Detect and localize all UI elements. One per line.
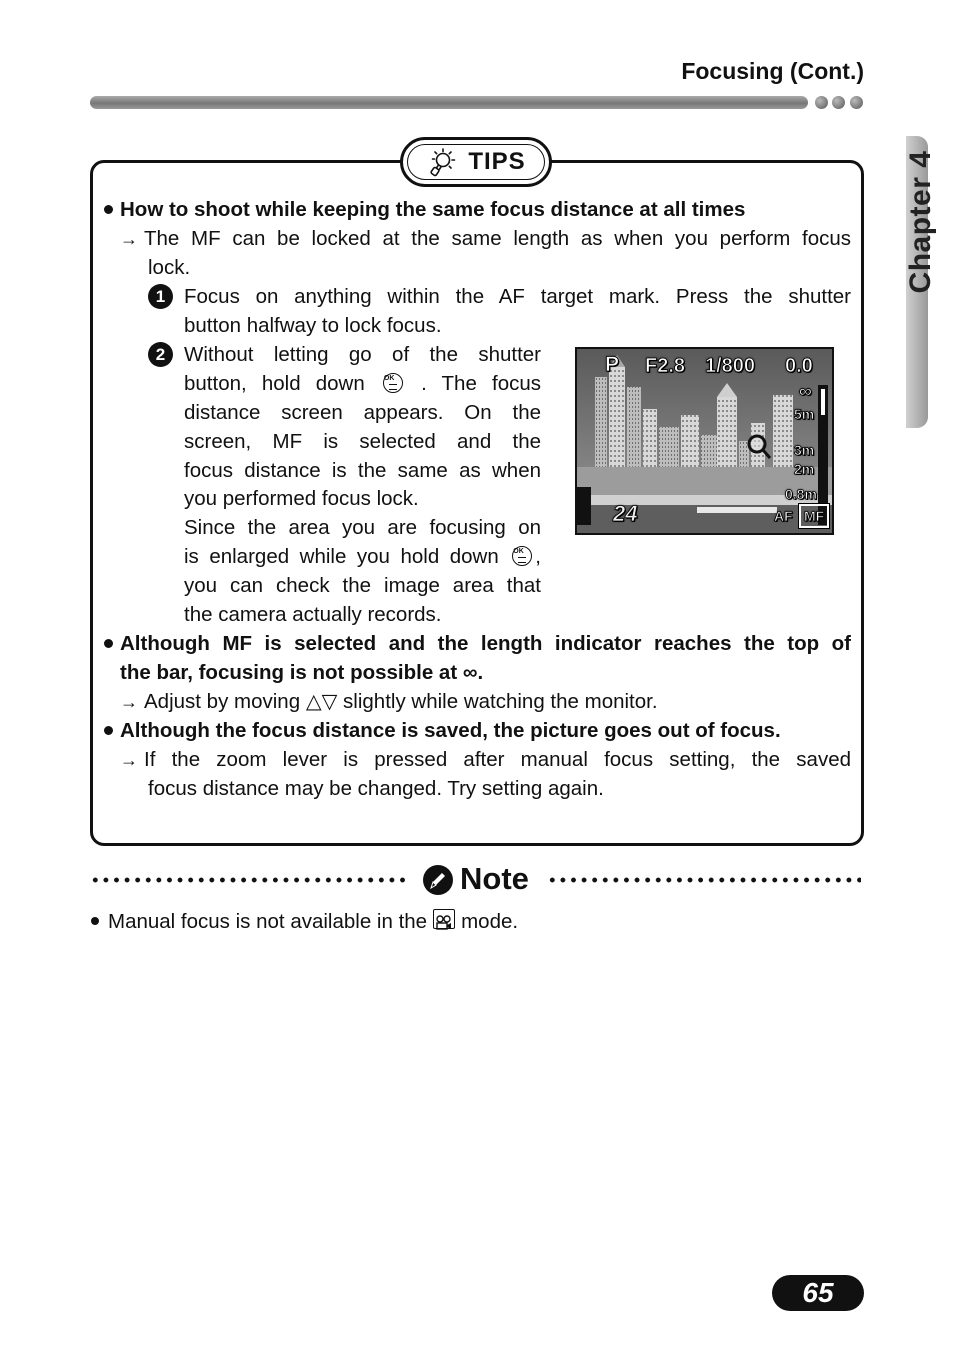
aperture-value: F2.8 — [645, 355, 686, 377]
focus-scale-5m: 5m — [794, 406, 815, 422]
step2-line6: you performed focus lock. — [184, 487, 419, 510]
lightbulb-icon — [426, 146, 458, 178]
step2-line10: the camera actually records. — [184, 603, 442, 626]
exposure-compensation: 0.0 — [785, 355, 813, 377]
focus-scale-infinity: ∞ — [799, 381, 812, 401]
note-title: Note — [460, 861, 529, 896]
pencil-icon — [422, 864, 454, 896]
shutter-speed: 1/800 — [705, 355, 756, 377]
step2-line5: focus distance is the same as when — [184, 459, 541, 482]
mode-indicator: P — [605, 353, 620, 376]
tip1-arrow-line2: lock. — [148, 256, 191, 279]
af-label: AF — [774, 508, 793, 524]
step2-line7: Since the area you are focusing on — [184, 516, 541, 539]
arrow-right-icon: → — [120, 692, 138, 712]
step1-line2: button halfway to lock focus. — [184, 314, 442, 337]
note-text: Manual focus is not available in the mode. — [108, 910, 519, 933]
ok-button-icon — [383, 373, 403, 393]
arrow-right-icon: → — [120, 229, 138, 249]
up-down-arrows-icon: △▽ — [305, 690, 338, 713]
step2-number-icon: 2 — [148, 342, 173, 367]
tip2-heading-line2: the bar, focusing is not possible at ∞. — [120, 661, 484, 684]
focus-scale-3m: 3m — [794, 442, 815, 458]
step2-line9: you can check the image area that — [184, 574, 541, 597]
frames-remaining: 24 — [613, 501, 638, 526]
focus-scale-2m: 2m — [794, 461, 815, 477]
section-title: Focusing (Cont.) — [681, 58, 864, 84]
header-rule — [90, 96, 808, 109]
arrow-right-icon: → — [120, 750, 138, 770]
bullet-icon — [104, 205, 113, 214]
step2-line1: Without letting go of the shutter — [184, 343, 541, 366]
step2-line4: screen, MF is selected and the — [184, 430, 541, 453]
header-dot — [850, 96, 863, 109]
tip3-arrow-line1: → If the zoom lever is pressed after manual focus setting, the saved — [120, 745, 851, 775]
chapter-label: Chapter 4 — [904, 150, 937, 294]
movie-mode-icon — [433, 909, 455, 929]
note-dotted-rule-left — [90, 876, 408, 884]
tip1-arrow-line1: → The MF can be locked at the same length as when you perform focus — [120, 224, 851, 254]
step2-line3: distance screen appears. On the — [184, 401, 541, 424]
tip2-arrow-line1: → Adjust by moving △▽ slightly while watching the monitor. — [120, 687, 658, 717]
mf-label: MF — [799, 504, 829, 528]
tip2-heading-line1: Although MF is selected and the length indicator reaches the top of — [120, 632, 851, 655]
tip1-heading: How to shoot while keeping the same focus distance at all times — [120, 198, 746, 221]
header-dot — [832, 96, 845, 109]
step2-line8: is enlarged while you hold down OK , — [184, 542, 541, 571]
step1-number-icon: 1 — [148, 284, 173, 309]
bullet-icon — [91, 917, 99, 925]
note-dotted-rule-right — [547, 876, 861, 884]
tip3-arrow-line2: focus distance may be changed. Try setting again. — [148, 777, 604, 800]
focus-scale-0-8m: 0.8m — [785, 486, 817, 502]
camera-monitor-image — [575, 347, 834, 535]
step1-line1: Focus on anything within the AF target mark. Press the shutter — [184, 285, 851, 308]
header-dot — [815, 96, 828, 109]
step2-line2: button, hold down OK . The focus — [184, 369, 541, 398]
bullet-icon — [104, 639, 113, 648]
page-number: 65 — [772, 1275, 864, 1311]
bullet-icon — [104, 726, 113, 735]
tips-badge — [400, 137, 552, 187]
tip3-heading: Although the focus distance is saved, the picture goes out of focus. — [120, 719, 781, 742]
ok-button-icon — [512, 546, 532, 566]
tips-label: TIPS — [468, 148, 526, 175]
